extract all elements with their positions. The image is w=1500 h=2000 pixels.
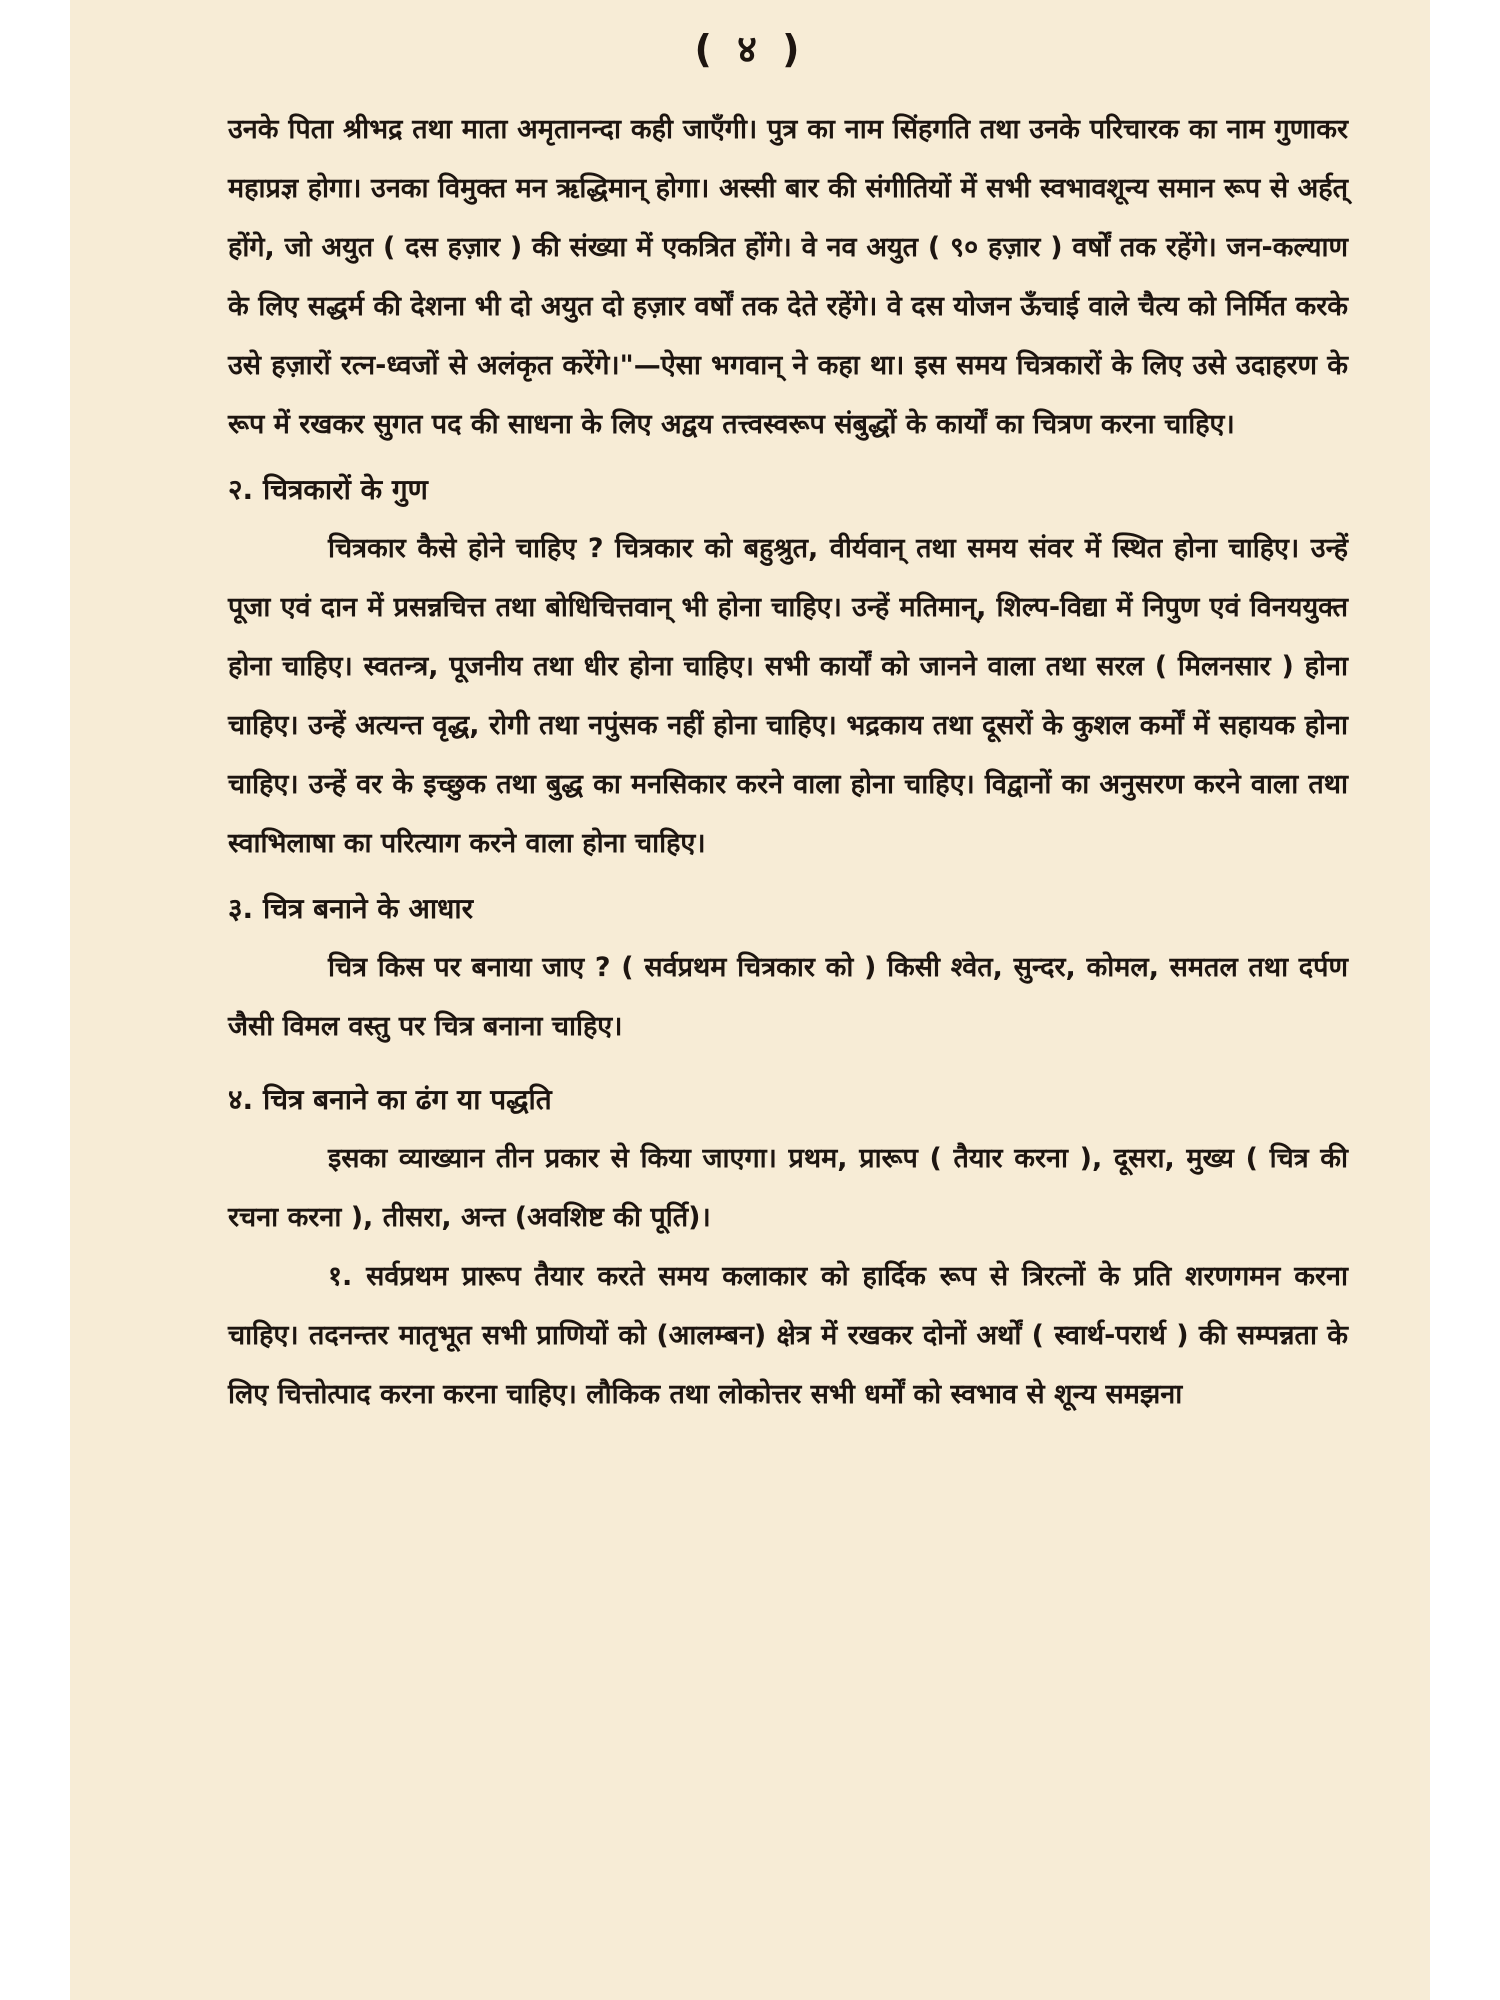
closing-paragraph: १. सर्वप्रथम प्रारूप तैयार करते समय कलाकार को हार्दिक रूप से त्रिरत्नों के प्रति शरणगमन करना चाहिए। तदनन्तर मातृभूत सभी प्राणियों को (आलम्बन) क्षेत्र में रखकर दोनों अर्थों ( स्वार्थ-परार्थ ) की सम्पन्नता के लिए चित्तोत्पाद करना करना चाहिए। लौकिक तथा लोकोत्तर सभी धर्मों को स्वभाव से शून्य समझना: [228, 1261, 1348, 1410]
section-paragraph-qualities: चित्रकार कैसे होने चाहिए ? चित्रकार को बहुश्रुत, वीर्यवान् तथा समय संवर में स्थित होना चाहिए। उन्हें पूजा एवं दान में प्रसन्नचित्त तथा बोधिचित्तवान् भी होना चाहिए। उन्हें मतिमान्, शिल्प-विद्या में निपुण एवं विनययुक्त होना चाहिए। स्वतन्त्र, पूजनीय तथा धीर होना चाहिए। सभी कार्यों को जानने वाला तथा सरल ( मिलनसार ) होना चाहिए। उन्हें अत्यन्त वृद्ध, रोगी तथा नपुंसक नहीं होना चाहिए। भद्रकाय तथा दूसरों के कुशल कर्मों में सहायक होना चाहिए। उन्हें वर के इच्छुक तथा बुद्ध का मनसिकार करने वाला होना चाहिए। विद्वानों का अनुसरण करने वाला तथा स्वाभिलाषा का परित्याग करने वाला होना चाहिए।: [228, 533, 1348, 859]
section-heading-basis: ३. चित्र बनाने के आधार: [228, 892, 474, 925]
section-paragraph-method: इसका व्याख्यान तीन प्रकार से किया जाएगा। प्रथम, प्रारूप ( तैयार करना ), दूसरा, मुख्य ( चित्र की रचना करना ), तीसरा, अन्त (अवशिष्ट की पूर्ति)।: [228, 1143, 1348, 1233]
intro-paragraph: उनके पिता श्रीभद्र तथा माता अमृतानन्दा कही जाएँगी। पुत्र का नाम सिंहगति तथा उनके परिचारक का नाम गुणाकर महाप्रज्ञ होगा। उनका विमुक्त मन ऋद्धिमान् होगा। अस्सी बार की संगीतियों में सभी स्वभावशून्य समान रूप से अर्हत् होंगे, जो अयुत ( दस हज़ार ) की संख्या में एकत्रित होंगे। वे नव अयुत ( ९० हज़ार ) वर्षों तक रहेंगे। जन-कल्याण के लिए सद्धर्म की देशना भी दो अयुत दो हज़ार वर्षों तक देते रहेंगे। वे दस योजन ऊँचाई वाले चैत्य को निर्मित करके उसे हज़ारों रत्न-ध्वजों से अलंकृत करेंगे।"—ऐसा भगवान् ने कहा था। इस समय चित्रकारों के लिए उसे उदाहरण के रूप में रखकर सुगत पद की साधना के लिए अद्वय तत्त्वस्वरूप संबुद्धों के कार्यों का चित्रण करना चाहिए।: [228, 114, 1348, 440]
section-heading-qualities: २. चित्रकारों के गुण: [228, 473, 428, 506]
page-content: [228, 100, 1348, 1424]
page-number: ( ४ ): [694, 27, 806, 71]
section-heading-method: ४. चित्र बनाने का ढंग या पद्धति: [228, 1083, 552, 1116]
section-paragraph-basis: चित्र किस पर बनाया जाए ? ( सर्वप्रथम चित्रकार को ) किसी श्वेत, सुन्दर, कोमल, समतल तथा दर्पण जैसी विमल वस्तु पर चित्र बनाना चाहिए।: [228, 952, 1348, 1042]
book-page: [70, 0, 1430, 2000]
